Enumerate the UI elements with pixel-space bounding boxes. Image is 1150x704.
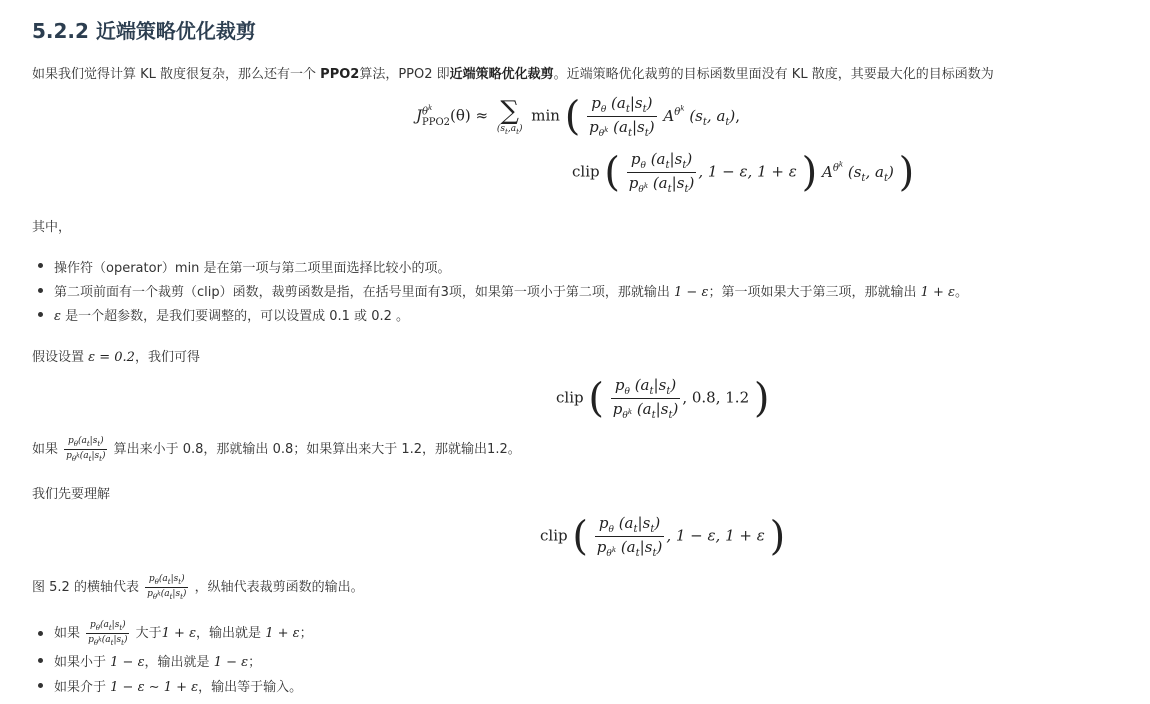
formula-lhs-j: J xyxy=(416,106,423,125)
list-item-greater: 如果 $\frac{p_\theta(a_t|s_t)}{p_{\theta^k}(a_t|s_t)}$ 大于1 + ε，输出就是 1 + ε； xyxy=(54,620,313,647)
ratio-fraction-1: $\frac{p_\theta (a_t|s_t)}{p_{\theta^k} (a_t|s_t)}$ xyxy=(589,94,655,139)
intro-text-3: 。近端策略优化裁剪的目标函数里面没有 KL 散度，其要最大化的目标函数为 xyxy=(553,67,994,82)
formula-main-line1: J $\theta^k$ PPO2 (θ) ≈ ∑ $(s_t,a_t)$ min ( $\frac{p_\theta (a_t|s_t)}{p_{\theta^k} (a_t|s_t)}$ $A^{\theta^k}$ ($s_t$, $a_t$), xyxy=(416,93,741,140)
list-item-min: 操作符（operator）min 是在第一项与第二项里面选择比较小的项。 xyxy=(54,261,451,276)
formula-main-line2: clip ( $\frac{p_\theta (a_t|s_t)}{p_{\theta^k} (a_t|s_t)}$ , 1 − ε, 1 + ε ) $A^{\theta^k}$ ($s_t$, $a_t$) ) xyxy=(572,149,915,196)
bullet-dot xyxy=(38,658,43,663)
where-label: 其中， xyxy=(32,220,72,235)
formula-clip-eps: clip ( $\frac{p_\theta (a_t|s_t)}{p_{\theta^k} (a_t|s_t)}$ , 1 − ε, 1 + ε ) xyxy=(540,513,786,560)
suppose-line: 假设设置 ε = 0.2，我们可得 xyxy=(32,350,200,365)
intro-text-2: 算法，PPO2 即 xyxy=(359,67,450,82)
intro-bold-clip: 近端策略优化裁剪 xyxy=(449,67,554,82)
bullet-dot xyxy=(38,631,43,636)
bullet-dot xyxy=(38,312,43,317)
min-operator: min xyxy=(531,106,560,125)
sum-symbol: ∑ xyxy=(500,95,519,126)
clip-bounds: , 1 − ε, 1 + ε xyxy=(698,162,797,181)
formula-lhs-arg: (θ) ≈ xyxy=(450,106,489,125)
formula-lhs-sub: PPO2 xyxy=(422,116,451,128)
section-heading: 5.2.2 近端策略优化裁剪 xyxy=(32,19,256,43)
list-item-between: 如果介于 1 − ε ∼ 1 + ε，输出等于输入。 xyxy=(54,680,303,695)
list-item-epsilon: ε 是一个超参数，是我们要调整的，可以设置成 0.1 或 0.2 。 xyxy=(54,309,409,324)
intro-text-1: 如果我们觉得计算 KL 散度很复杂，那么还有一个 xyxy=(32,67,321,82)
if-line: 如果 $\frac{p_\theta(a_t|s_t)}{p_{\theta^k}(a_t|s_t)}$ 算出来小于 0.8，那就输出 0.8；如果算出来大于 1.2，那就输出1.2。 xyxy=(32,436,521,463)
list-item-less: 如果小于 1 − ε，输出就是 1 − ε； xyxy=(54,655,262,670)
figure-caption-line: 图 5.2 的横轴代表 $\frac{p_\theta(a_t|s_t)}{p_{\theta^k}(a_t|s_t)}$ ，纵轴代表裁剪函数的输出。 xyxy=(32,574,364,601)
bullet-dot xyxy=(38,288,43,293)
bullet-dot xyxy=(38,683,43,688)
bullet-dot xyxy=(38,263,43,268)
formula-clip-numeric: clip ( $\frac{p_\theta (a_t|s_t)}{p_{\theta^k} (a_t|s_t)}$ , 0.8, 1.2 ) xyxy=(556,375,770,422)
list-item-clip: 第二项前面有一个裁剪（clip）函数，裁剪函数是指，在括号里面有3项，如果第一项小于第二项，那就输出 1 − ε；第一项如果大于第三项，那就输出 1 + ε。 xyxy=(54,285,968,300)
ratio-fraction-2: $\frac{p_\theta (a_t|s_t)}{p_{\theta^k} (a_t|s_t)}$ xyxy=(628,150,695,195)
intro-paragraph xyxy=(32,63,994,82)
clip-operator: clip xyxy=(572,162,600,181)
understand-line: 我们先要理解 xyxy=(32,487,111,502)
intro-bold-ppo2: PPO2 xyxy=(320,67,360,82)
